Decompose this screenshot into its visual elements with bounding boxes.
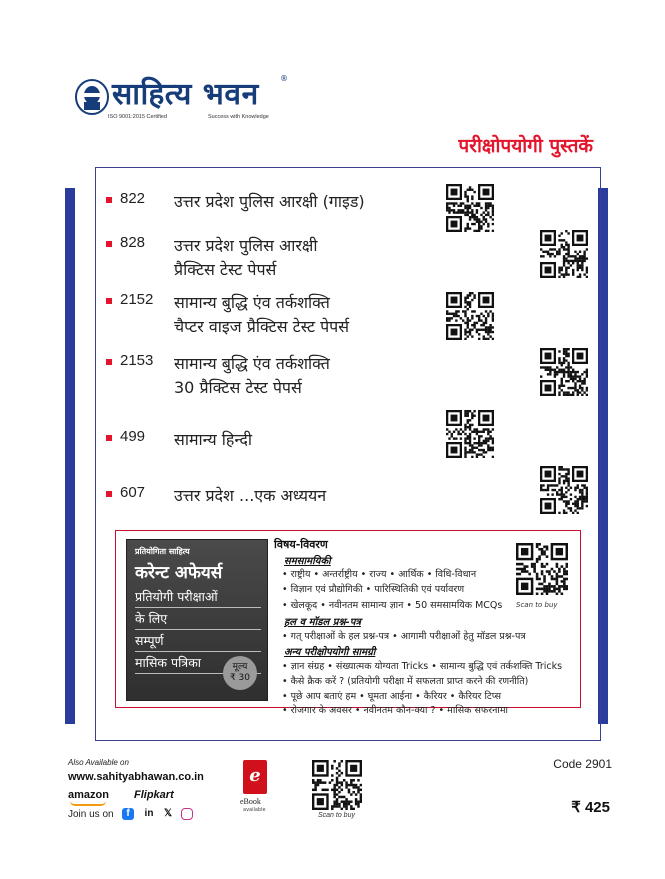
facebook-icon[interactable]: f bbox=[122, 808, 134, 820]
magazine-cover bbox=[126, 539, 268, 701]
contents-section-title: हल व मॉडल प्रश्न-पत्र bbox=[284, 617, 361, 628]
catalog-code: Code 2901 bbox=[553, 757, 612, 771]
contents-line: • कैसे क्रैक करें ? (प्रतियोगी परीक्षा में सफलता प्राप्त करने की रणनीति) bbox=[282, 676, 529, 687]
magazine-name: करेन्ट अफेयर्स bbox=[135, 563, 223, 583]
bullet-icon bbox=[106, 241, 112, 247]
also-available-label: Also Available on bbox=[68, 758, 129, 767]
book-title bbox=[174, 190, 365, 214]
contents-line: • गत् परीक्षाओं के हल प्रश्न-पत्र • आगामी परीक्षाओं हेतु मॉडल प्रश्न-पत्र bbox=[282, 631, 526, 642]
qr-code-icon[interactable] bbox=[516, 543, 568, 595]
join-us-label: Join us on bbox=[68, 809, 114, 820]
publisher-logo bbox=[70, 70, 300, 125]
amazon-smile-icon bbox=[70, 801, 106, 806]
contents-line: • रोजगार के अवसर • नवीनतम कौन-क्या ? • मासिक सफरनामा bbox=[282, 705, 509, 716]
book-title bbox=[174, 352, 330, 400]
magazine-price-badge bbox=[223, 656, 257, 690]
book-title-line: 30 प्रैक्टिस टेस्ट पेपर्स bbox=[174, 378, 302, 397]
brand-name: साहित्य भवन bbox=[112, 77, 259, 112]
contents-line: • पूछे आप बताएं हम • घूमता आईना • कैरियर • कैरियर टिप्स bbox=[282, 691, 502, 702]
contents-line: • ज्ञान संग्रह • संख्यात्मक योग्यता Tricks • सामान्य बुद्धि एवं तर्कशक्ति Tricks bbox=[282, 661, 563, 672]
bullet-icon bbox=[106, 491, 112, 497]
bullet-icon bbox=[106, 359, 112, 365]
book-title-line: उत्तर प्रदेश पुलिस आरक्षी bbox=[174, 236, 318, 255]
qr-code-icon[interactable] bbox=[540, 466, 588, 514]
ebook-label: eBook bbox=[240, 797, 261, 806]
magazine-top-label: प्रतियोगिता साहित्य bbox=[135, 547, 190, 556]
qr-code-icon[interactable] bbox=[312, 760, 362, 810]
section-heading: परीक्षोपयोगी पुस्तकें bbox=[458, 135, 593, 157]
bullet-icon bbox=[106, 435, 112, 441]
contents-line: • राष्ट्रीय • अन्तर्राष्ट्रीय • राज्य • आर्थिक • विधि-विधान bbox=[282, 569, 477, 580]
instagram-icon[interactable] bbox=[181, 808, 193, 820]
magazine-line: सम्पूर्ण bbox=[135, 632, 261, 652]
bullet-icon bbox=[106, 298, 112, 304]
ebook-sub-label: available bbox=[243, 807, 266, 813]
qr-code-icon[interactable] bbox=[540, 348, 588, 396]
book-title-line: सामान्य हिन्दी bbox=[174, 430, 252, 449]
book-code: 2152 bbox=[120, 291, 154, 308]
scan-to-buy-label: Scan to buy bbox=[516, 601, 558, 609]
magazine-line: मासिक पत्रिका bbox=[135, 654, 261, 674]
book-title bbox=[174, 428, 252, 452]
magazine-line: प्रतियोगी परीक्षाओं bbox=[135, 588, 261, 608]
contents-heading: विषय-विवरण bbox=[274, 538, 328, 551]
price: ₹ 425 bbox=[571, 799, 610, 816]
magazine-price-label: मूल्य bbox=[232, 662, 248, 672]
bullet-icon bbox=[106, 197, 112, 203]
qr-code-icon[interactable] bbox=[446, 184, 494, 232]
book-title bbox=[174, 234, 318, 282]
publisher-emblem-icon bbox=[74, 78, 110, 116]
book-title-line: प्रैक्टिस टेस्ट पेपर्स bbox=[174, 260, 277, 279]
book-title-line: सामान्य बुद्धि एंव तर्कशक्ति bbox=[174, 354, 330, 373]
website-link[interactable]: www.sahityabhawan.co.in bbox=[68, 771, 204, 783]
registered-mark: ® bbox=[280, 74, 288, 83]
book-title bbox=[174, 484, 326, 508]
book-code: 2153 bbox=[120, 352, 154, 369]
linkedin-icon[interactable]: in bbox=[144, 808, 154, 819]
qr-code-icon[interactable] bbox=[540, 230, 588, 278]
book-title bbox=[174, 291, 349, 339]
contents-line: • खेलकूद • नवीनतम सामान्य ज्ञान • 50 समसामयिक MCQs bbox=[282, 600, 503, 611]
amazon-logo[interactable]: amazon bbox=[68, 789, 109, 801]
scan-to-buy-label: Scan to buy bbox=[318, 812, 355, 819]
book-title-line: सामान्य बुद्धि एंव तर्कशक्ति bbox=[174, 293, 330, 312]
ebook-badge[interactable] bbox=[240, 760, 270, 818]
book-title-line: उत्तर प्रदेश पुलिस आरक्षी (गाइड) bbox=[174, 192, 365, 211]
contents-section-title: समसामयिकी bbox=[284, 556, 331, 567]
brand-tagline: Success with Knowledge bbox=[208, 114, 269, 120]
left-accent-bar bbox=[65, 188, 75, 724]
book-code: 822 bbox=[120, 190, 146, 207]
qr-code-icon[interactable] bbox=[446, 410, 494, 458]
flipkart-logo[interactable]: Flipkart bbox=[134, 789, 174, 801]
current-affairs-box bbox=[115, 530, 581, 716]
book-code: 828 bbox=[120, 234, 146, 251]
book-title-line: उत्तर प्रदेश ...एक अध्ययन bbox=[174, 486, 327, 505]
contents-section-title: अन्य परीक्षोपयोगी सामग्री bbox=[284, 647, 376, 658]
certification-text: ISO 9001:2015 Certified bbox=[108, 114, 168, 120]
qr-code-icon[interactable] bbox=[446, 292, 494, 340]
book-title-line: चैप्टर वाइज प्रैक्टिस टेस्ट पेपर्स bbox=[174, 317, 350, 336]
contents-line: • विज्ञान एवं प्रौद्योगिकी • पारिस्थितिकी एवं पर्यावरण bbox=[282, 584, 465, 595]
magazine-line: के लिए bbox=[135, 610, 261, 630]
ebook-icon: e bbox=[243, 760, 267, 794]
magazine-price: ₹ 30 bbox=[229, 673, 251, 683]
x-icon[interactable]: 𝕏 bbox=[163, 808, 173, 819]
book-code: 607 bbox=[120, 484, 146, 501]
book-code: 499 bbox=[120, 428, 146, 445]
